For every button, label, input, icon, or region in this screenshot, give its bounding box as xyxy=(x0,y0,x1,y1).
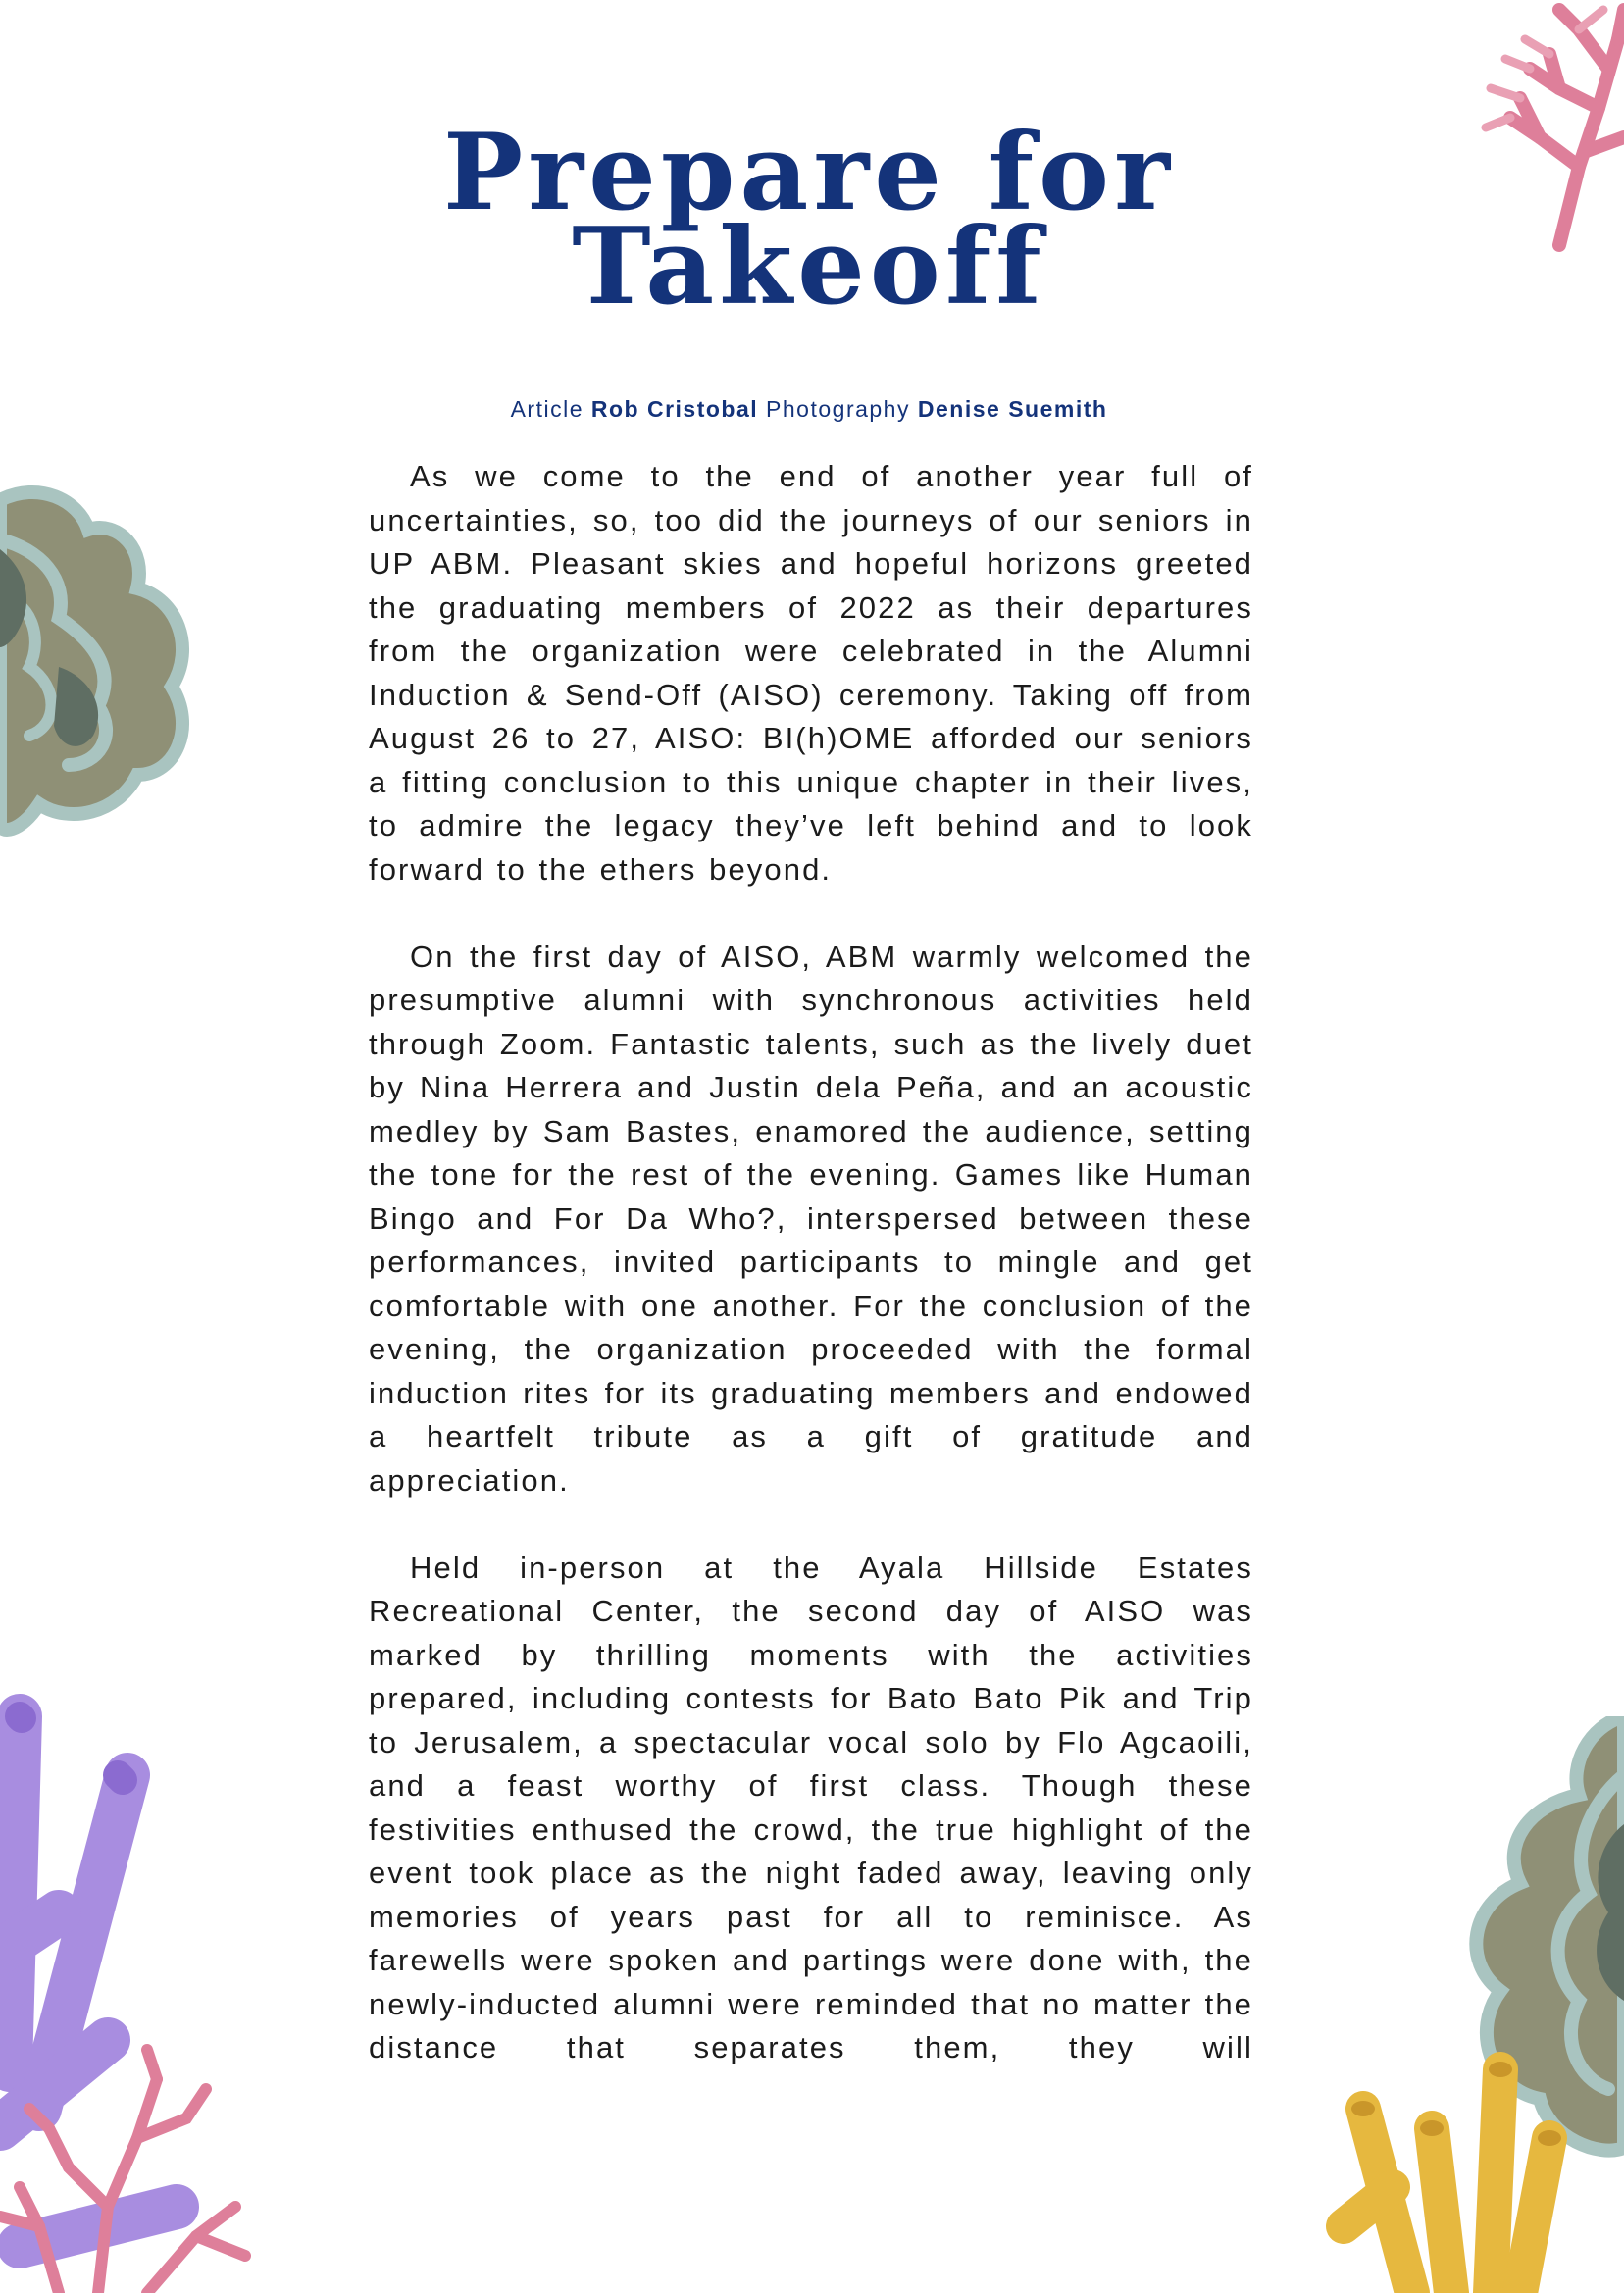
article-paragraph-1: As we come to the end of another year full of uncertainties, so, too did the journeys of our seniors in UP ABM. Pleasant skies and hopeful horizons greeted the graduating members of 2022 as their departures from the organization were celebrated in the Alumni Induction & Send-Off (AISO) ceremony. Taking off from August 26 to 27, AISO: BI(h)OME afforded our seniors a fitting conclusion to this unique chapter in their lives, to admire the legacy they’ve left behind and to look forward to the ethers beyond. xyxy=(369,459,1253,887)
title-line-1: Prepare for xyxy=(443,111,1175,234)
title-line-2: Takeoff xyxy=(572,205,1046,329)
purple-coral-bottom-left-decoration xyxy=(0,1657,275,2293)
article-title xyxy=(324,111,1294,329)
pink-coral-top-right-decoration xyxy=(1432,0,1624,265)
byline-author: Rob Cristobal xyxy=(590,396,759,422)
article-paragraph-3: Held in-person at the Ayala Hillside Estates Recreational Center, the second day of AISO was marked by thrilling moments with the activities prepared, including contests for Bato Bato Pik and Trip to Jerusalem, a spectacular vocal solo by Flo Agcaoili, and a feast worthy of first class. Though these festivities enthused the crowd, the true highlight of the event took place as the night faded away, leaving only memories of years past for all to reminisce. As farewells were spoken and partings were done with, the newly-inducted alumni were reminded that no matter the distance that separates them, they will xyxy=(369,1550,1253,2064)
byline-article-label: Article xyxy=(510,396,584,422)
article-paragraph-2: On the first day of AISO, ABM warmly welcomed the presumptive alumni with synchronous activities held through Zoom. Fantastic talents, such as the lively duet by Nina Herrera and Justin dela Peña, and an acoustic medley by Sam Bastes, enamored the audience, setting the tone for the rest of the evening. Games like Human Bingo and For Da Who?, interspersed between these performances, invited participants to mingle and get comfortable with one another. For the conclusion of the evening, the organization proceeded with the formal induction rites for its graduating members and endowed a heartfelt tribute as a gift of gratitude and appreciation. xyxy=(369,939,1253,1498)
yellow-coral-bottom-right-decoration xyxy=(1324,2050,1624,2293)
byline-photographer: Denise Suemith xyxy=(917,396,1108,422)
byline-photography-label: Photography xyxy=(766,396,910,422)
green-coral-left-decoration xyxy=(0,481,201,843)
byline xyxy=(324,396,1294,423)
article-body xyxy=(369,455,1253,2114)
